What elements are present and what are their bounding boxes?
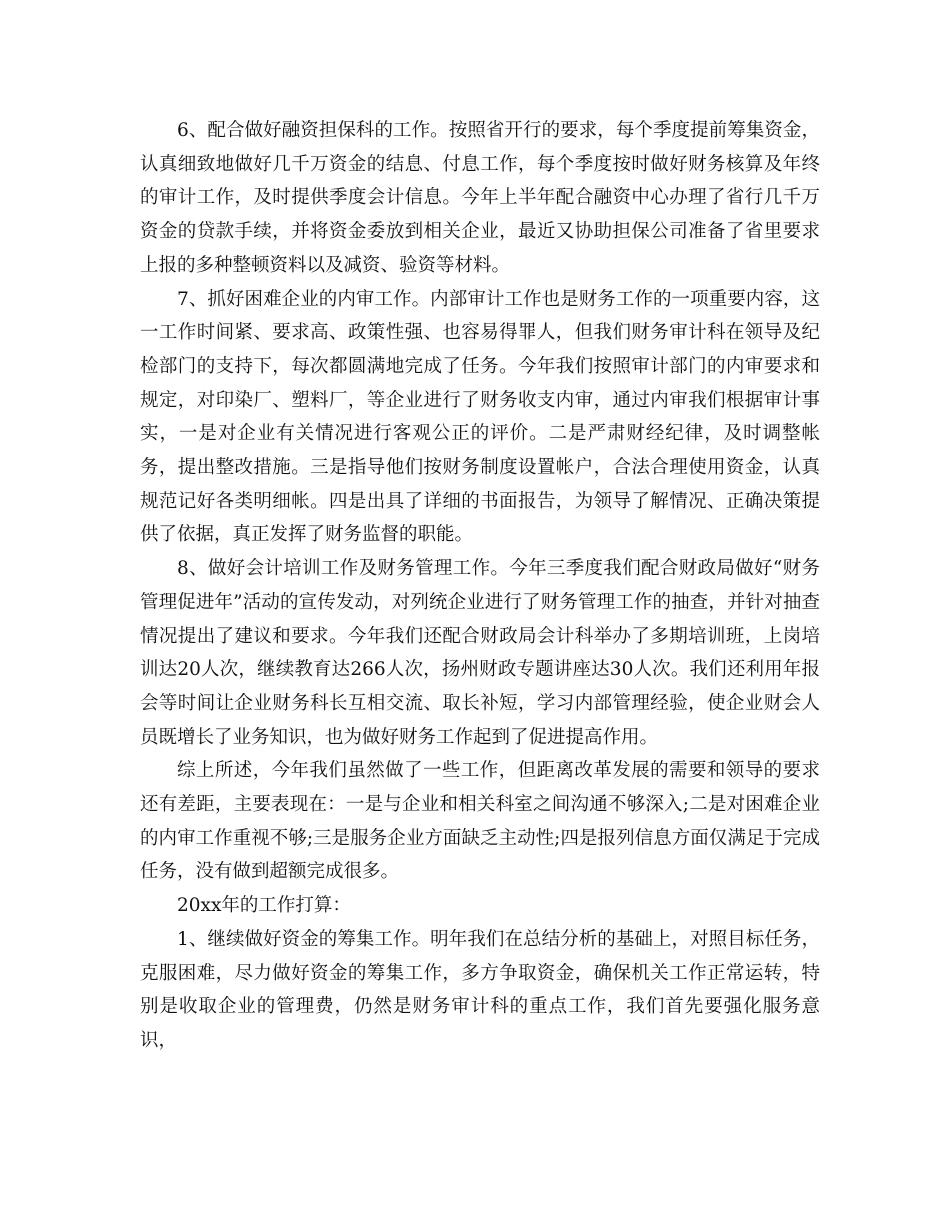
section-heading-plan: 20xx年的工作打算： xyxy=(177,895,351,917)
document-body xyxy=(140,114,820,1058)
paragraph-plan-item-1: 1、继续做好资金的筹集工作。明年我们在总结分析的基础上，对照目标任务，克服困难，尽力做好资金的筹集工作，多方争取资金，确保机关工作正常运转，特别是收取企业的管理费，仍然是财务审计科的重点工作，我们首先要强化服务意识， xyxy=(140,928,820,1051)
paragraph-item-7: 7、抓好困难企业的内审工作。内部审计工作也是财务工作的一项重要内容，这一工作时间紧、要求高、政策性强、也容易得罪人，但我们财务审计科在领导及纪检部门的支持下，每次都圆满地完成了任务。今年我们按照审计部门的内审要求和规定，对印染厂、塑料厂，等企业进行了财务收支内审，通过内审我们根据审计事实，一是对企业有关情况进行客观公正的评价。二是严肃财经纪律，及时调整帐务，提出整改措施。三是指导他们按财务制度设置帐户，合法合理使用资金，认真规范记好各类明细帐。四是出具了详细的书面报告，为领导了解情况、正确决策提供了依据，真正发挥了财务监督的职能。 xyxy=(140,288,820,546)
paragraph-item-6: 6、配合做好融资担保科的工作。按照省开行的要求，每个季度提前筹集资金，认真细致地做好几千万资金的结息、付息工作，每个季度按时做好财务核算及年终的审计工作，及时提供季度会计信息。今年上半年配合融资中心办理了省行几千万资金的贷款手续，并将资金委放到相关企业，最近又协助担保公司准备了省里要求上报的多种整顿资料以及减资、验资等材料。 xyxy=(140,120,820,276)
paragraph-summary: 综上所述，今年我们虽然做了一些工作，但距离改革发展的需要和领导的要求还有差距，主要表现在：一是与企业和相关科室之间沟通不够深入;二是对困难企业的内审工作重视不够;三是服务企业方面缺乏主动性;四是报列信息方面仅满足于完成任务，没有做到超额完成很多。 xyxy=(140,760,820,883)
paragraph-item-8: 8、做好会计培训工作及财务管理工作。今年三季度我们配合财政局做好“财务管理促进年”活动的宣传发动，对列统企业进行了财务管理工作的抽查，并针对抽查情况提出了建议和要求。今年我们还配合财政局会计科举办了多期培训班，上岗培训达20人次，继续教育达266人次，扬州财政专题讲座达30人次。我们还利用年报会等时间让企业财务科长互相交流、取长补短，学习内部管理经验，使企业财会人员既增长了业务知识，也为做好财务工作起到了促进提高作用。 xyxy=(140,558,820,748)
